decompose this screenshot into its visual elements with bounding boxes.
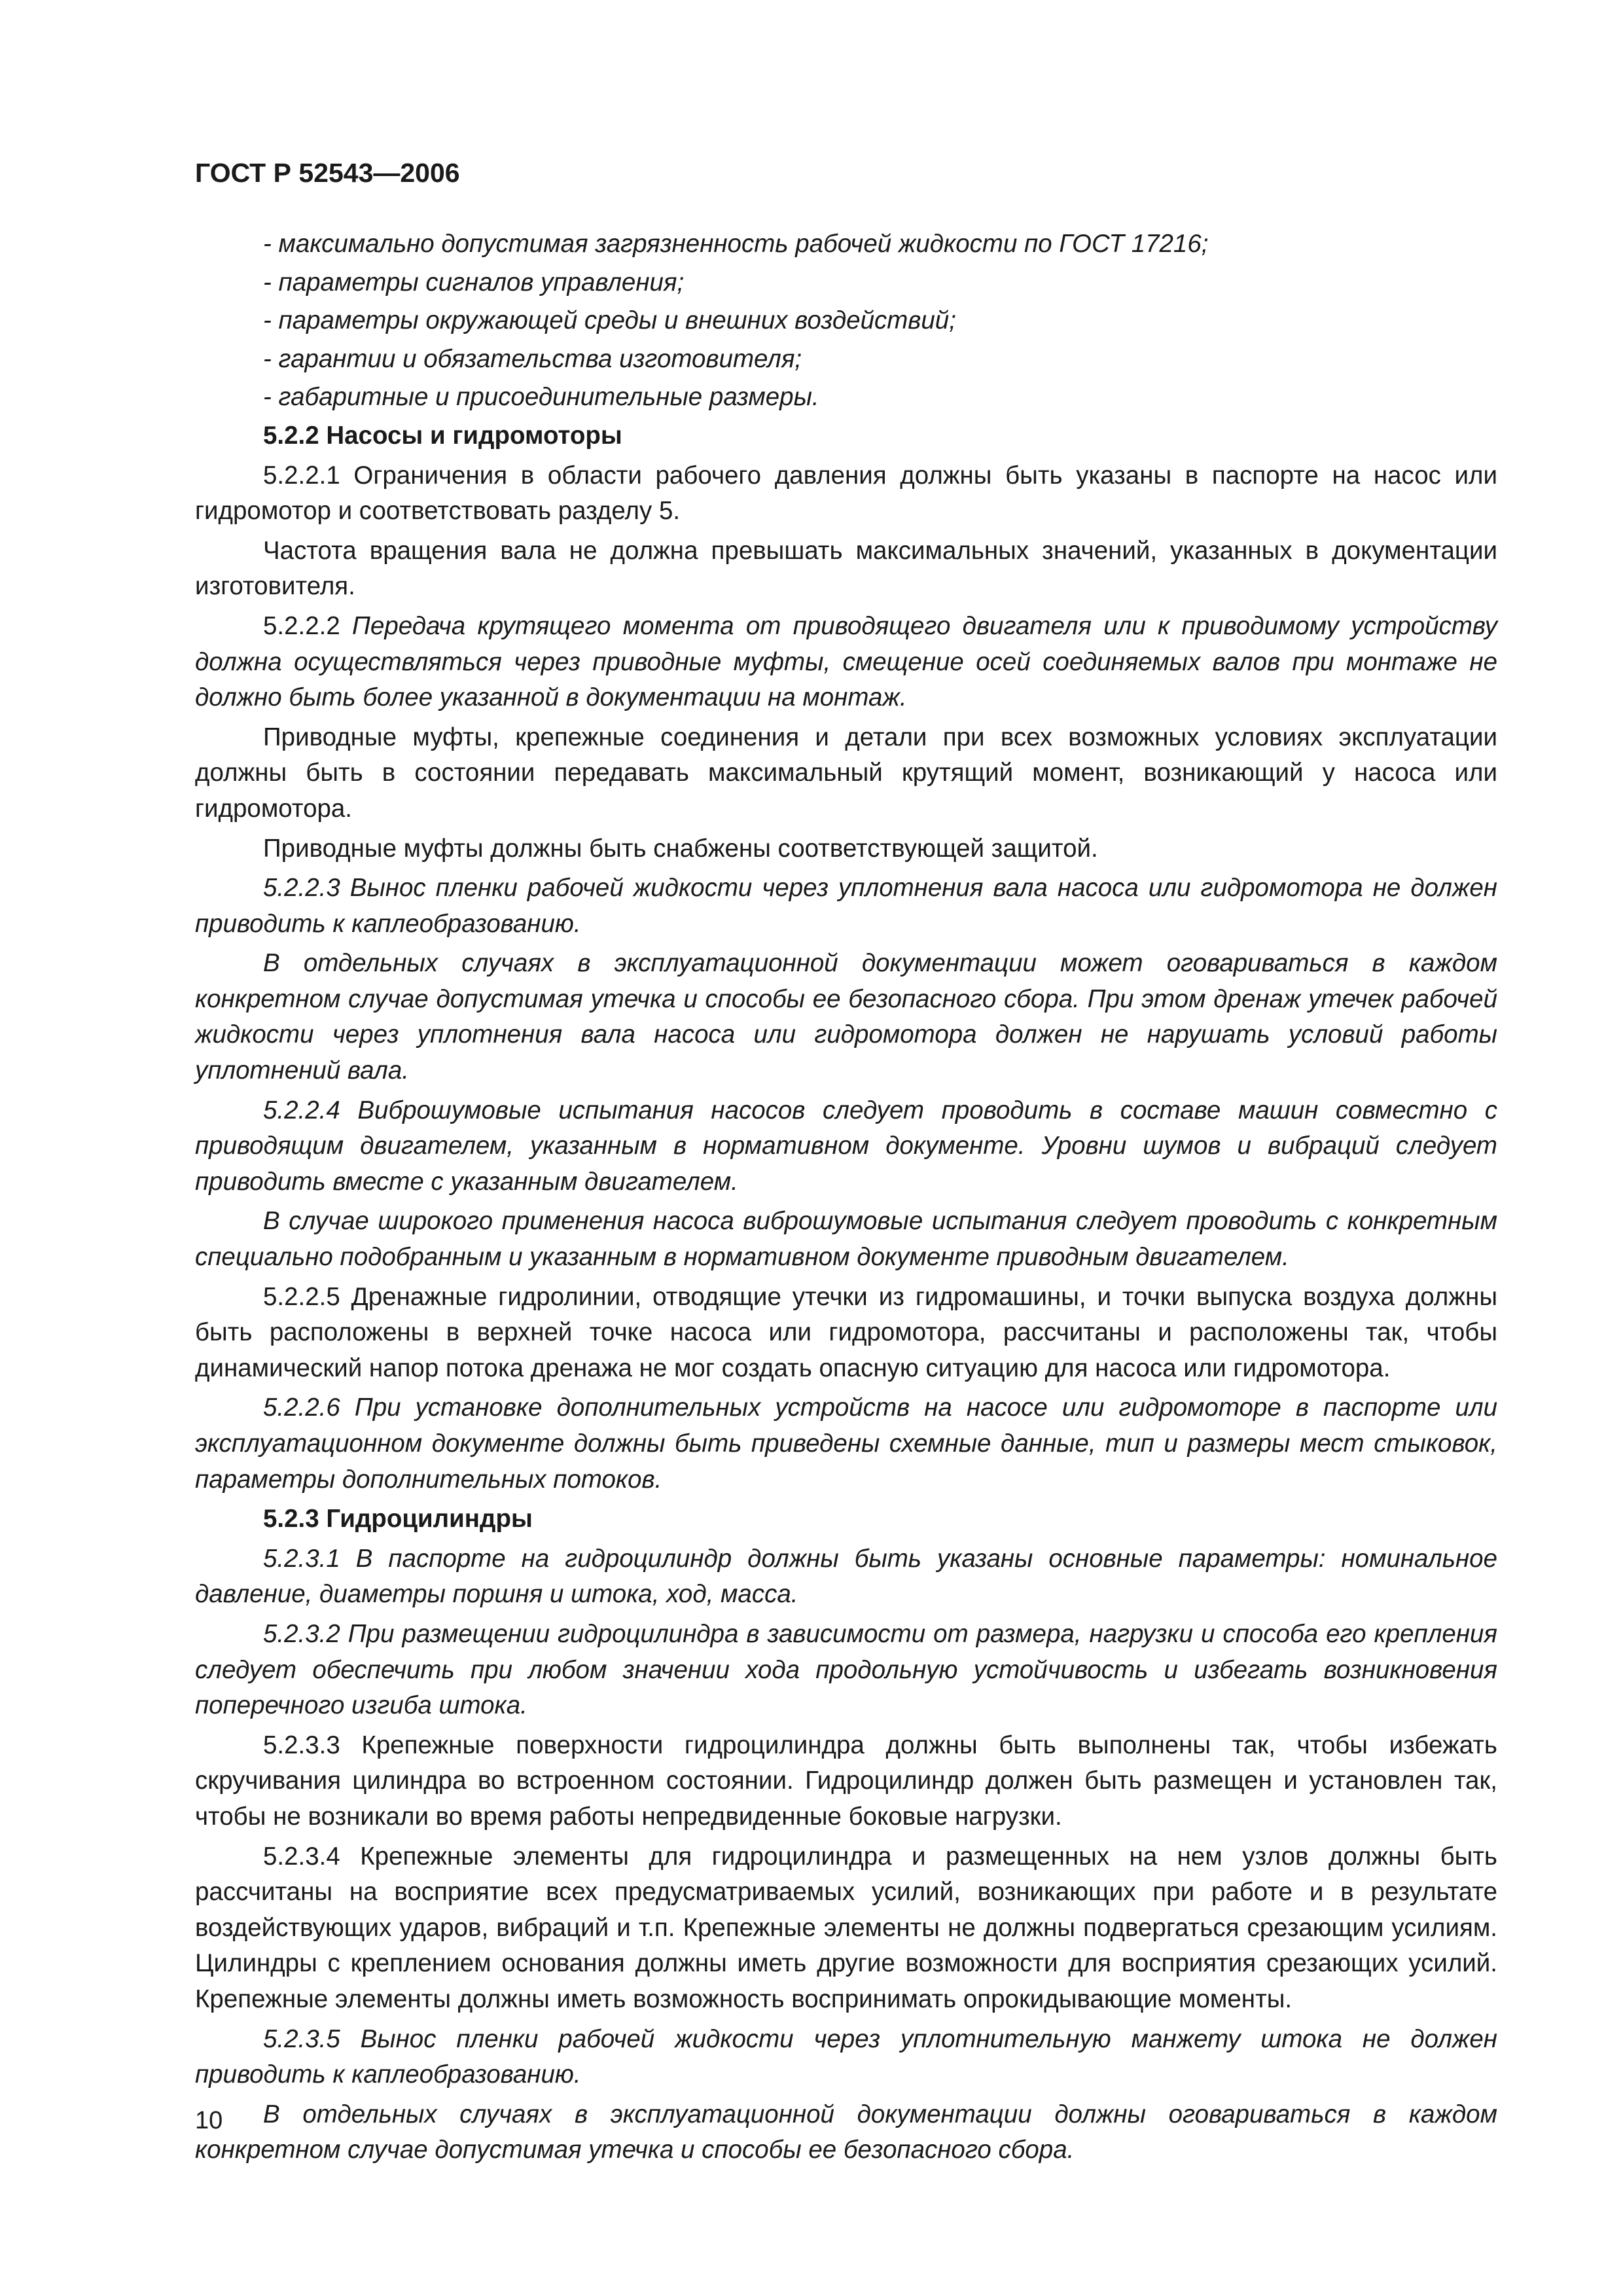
- section-title-pumps: 5.2.2 Насосы и гидромоторы: [263, 421, 622, 450]
- paragraph-5-2-3-4: 5.2.3.4 Крепежные элементы для гидроцилиндра и размещенных на нем узлов должны быть рассчитаны на восприятие всех предусматриваемых усилий, возникающих при работе и в результате воздействующих ударов, вибраций и т.п. Крепежные элементы не должны подвергаться срезающим усилиям. Цилиндры с креплением основания должны иметь другие возможности для восприятия срезающих усилий. Крепежные элементы должны иметь возможность воспринимать опрокидывающие моменты.: [195, 1842, 1497, 2013]
- clause-text: Передача крутящего момента от приводящего двигателя или к приводимому устройству должна осуществляться через приводные муфты, смещение осей соединяемых валов при монтаже не должно быть более указанной в документации на монтаж.: [195, 611, 1497, 712]
- clause-number: 5.2.2.2: [263, 611, 340, 640]
- paragraph-rotation-speed: Частота вращения вала не должна превышать максимальных значений, указанных в документации изготовителя.: [195, 536, 1497, 601]
- paragraph-5-2-2-4: 5.2.2.4 Виброшумовые испытания насосов следует проводить в составе машин совместно с приводящим двигателем, указанным в нормативном документе. Уровни шумов и вибраций следует приводить вместе с указанным двигателем.: [195, 1096, 1497, 1196]
- dash-item-warranty: - гарантии и обязательства изготовителя;: [263, 344, 802, 373]
- dash-item-contamination: - максимально допустимая загрязненность рабочей жидкости по ГОСТ 17216;: [263, 230, 1209, 258]
- paragraph-5-2-2-2: [195, 609, 1497, 716]
- dash-item-dimensions: - габаритные и присоединительные размеры.: [263, 383, 819, 412]
- paragraph-leakage: В отдельных случаях в эксплуатационной документации может оговариваться в каждом конкретном случае допустимая утечка и способы ее безопасного сбора. При этом дренаж утечек рабочей жидкости через уплотнения вала насоса или гидромотора должен не нарушать условий работы уплотнений вала.: [195, 949, 1497, 1085]
- paragraph-cylinder-leakage: В отдельных случаях в эксплуатационной документации должны оговариваться в каждом конкретном случае допустимая утечка и способы ее безопасного сбора.: [195, 2100, 1497, 2164]
- paragraph-5-2-3-5: 5.2.3.5 Вынос пленки рабочей жидкости через уплотнительную манжету штока не должен приводить к каплеобразованию.: [195, 2024, 1497, 2089]
- clause-text: Дренажные гидролинии, отводящие утечки из гидромашины, и точки выпуска воздуха должны быть расположены в верхней точке насоса или гидромотора, рассчитаны и расположены так, чтобы динамический напор потока дренажа не мог создать опасную ситуацию для насоса или гидромотора.: [195, 1282, 1497, 1382]
- clause-number: 5.2.2.1: [263, 461, 340, 490]
- paragraph-5-2-3-2: 5.2.3.2 При размещении гидроцилиндра в зависимости от размера, нагрузки и способа его крепления следует обеспечить при любом значении хода продольную устойчивость и избегать возникновения поперечного изгиба штока.: [195, 1619, 1497, 1720]
- paragraph-5-2-3-1: 5.2.3.1 В паспорте на гидроцилиндр должны быть указаны основные параметры: номинальное давление, диаметры поршня и штока, ход, масса.: [195, 1544, 1497, 1609]
- dash-item-control-signals: - параметры сигналов управления;: [263, 268, 685, 296]
- paragraph-5-2-2-5: [195, 1280, 1497, 1387]
- paragraph-drive-couplings: Приводные муфты, крепежные соединения и детали при всех возможных условиях эксплуатации должны быть в состоянии передавать максимальный крутящий момент, возникающий у насоса или гидромотора.: [195, 723, 1497, 823]
- document-page: [195, 157, 1497, 2172]
- paragraph-vibro-tests: В случае широкого применения насоса виброшумовые испытания следует проводить с конкретным специально подобранным и указанным в нормативном документе приводным двигателем.: [195, 1207, 1497, 1272]
- clause-text: Ограничения в области рабочего давления должны быть указаны в паспорте на насос или гидромотор и соответствовать разделу 5.: [195, 461, 1497, 526]
- paragraph-5-2-2-3: 5.2.2.3 Вынос пленки рабочей жидкости через уплотнения вала насоса или гидромотора не должен приводить к каплеобразованию.: [195, 874, 1497, 938]
- page-number: 10: [195, 2107, 223, 2134]
- document-body: [195, 226, 1497, 2168]
- paragraph-5-2-2-1: [195, 458, 1497, 529]
- section-title-cylinders: 5.2.3 Гидроцилиндры: [263, 1505, 533, 1534]
- paragraph-coupling-protection: Приводные муфты должны быть снабжены соответствующей защитой.: [263, 834, 1098, 863]
- paragraph-5-2-2-6: 5.2.2.6 При установке дополнительных устройств на насосе или гидромоторе в паспорте или эксплуатационном документе должны быть приведены схемные данные, тип и размеры мест стыковок, параметры дополнительных потоков.: [195, 1393, 1497, 1494]
- document-header-code: ГОСТ Р 52543—2006: [195, 158, 460, 188]
- dash-item-environment: - параметры окружающей среды и внешних воздействий;: [263, 306, 956, 335]
- clause-number: 5.2.2.5: [263, 1282, 340, 1311]
- paragraph-5-2-3-3: 5.2.3.3 Крепежные поверхности гидроцилиндра должны быть выполнены так, чтобы избежать скручивания цилиндра во встроенном состоянии. Гидроцилиндр должен быть размещен и установлен так, чтобы не возникали во время работы непредвиденные боковые нагрузки.: [195, 1731, 1497, 1831]
